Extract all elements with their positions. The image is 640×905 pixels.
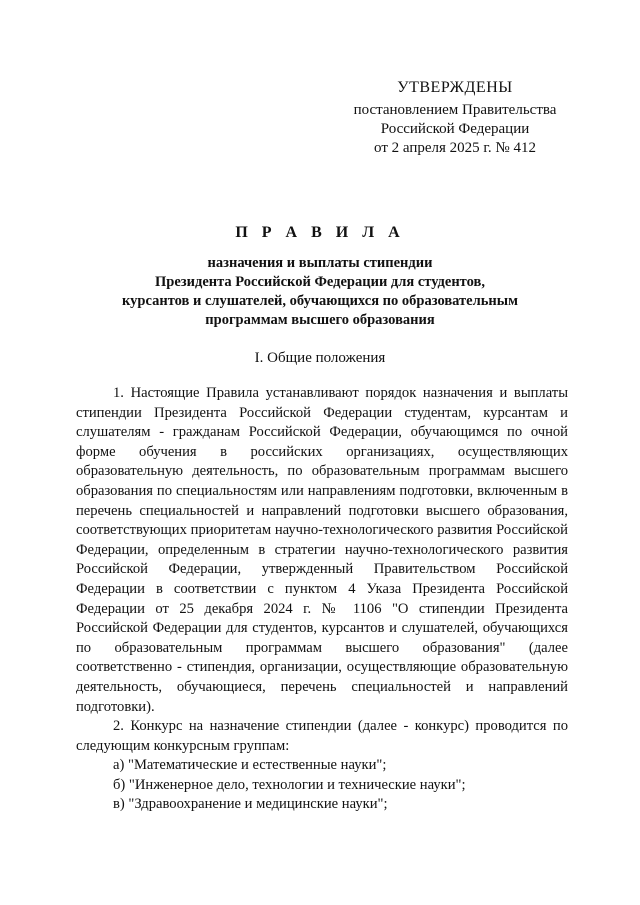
section-heading: I. Общие положения	[254, 350, 386, 366]
list-item: в) "Здравоохранение и медицинские науки";	[113, 796, 388, 813]
subtitle-line: программам высшего образования	[205, 312, 435, 328]
subtitle-line: Президента Российской Федерации для студентов,	[155, 274, 485, 290]
approval-stamp	[340, 78, 570, 158]
document-subtitle	[60, 254, 580, 330]
approval-line-2: Российской Федерации	[380, 121, 530, 137]
document-title: П Р А В И Л А	[235, 224, 405, 241]
paragraph-2: 2. Конкурс на назначение стипендии (далее - конкурс) проводится по следующим конкурсным группам:	[76, 718, 568, 754]
list-item: б) "Инженерное дело, технологии и технические науки";	[113, 776, 466, 793]
title-block	[60, 224, 580, 330]
approved-label: УТВЕРЖДЕНЫ	[397, 79, 513, 96]
list-item: а) "Математические и естественные науки";	[113, 757, 387, 774]
paragraph-1: 1. Настоящие Правила устанавливают порядок назначения и выплаты стипендии Президента Российской Федерации студентам, курсантам и слушателям - гражданам Российской Федерации, обучающимся по очной форме обучения в российских организациях, осуществляющих образовательную деятельность, по образовательным программам высшего образования по специальностям или направлениям подготовки, включенным в перечень специальностей и направлений подготовки высшего образования, соответствующих приоритетам научно-технологического развития Российской Федерации, определенным в стратегии научно-технологического развития Российской Федерации, утвержденный Правительством Российской Федерации в соответствии с пунктом 4 Указа Президента Российской Федерации от 25 декабря 2024 г. № 1106 "О стипендии Президента Российской Федерации для студентов, курсантов и слушателей, обучающихся по образовательным программам высшего образования" (далее соответственно - стипендия, организации, осуществляющие образовательную деятельность, обучающиеся, перечень специальностей и направлений подготовки).	[76, 385, 568, 715]
subtitle-line: курсантов и слушателей, обучающихся по образовательным	[122, 293, 518, 309]
subtitle-line: назначения и выплаты стипендии	[207, 255, 433, 271]
approval-line-3: от 2 апреля 2025 г. № 412	[374, 140, 536, 156]
approval-line-1: постановлением Правительства	[353, 102, 557, 118]
document-body	[76, 384, 568, 815]
